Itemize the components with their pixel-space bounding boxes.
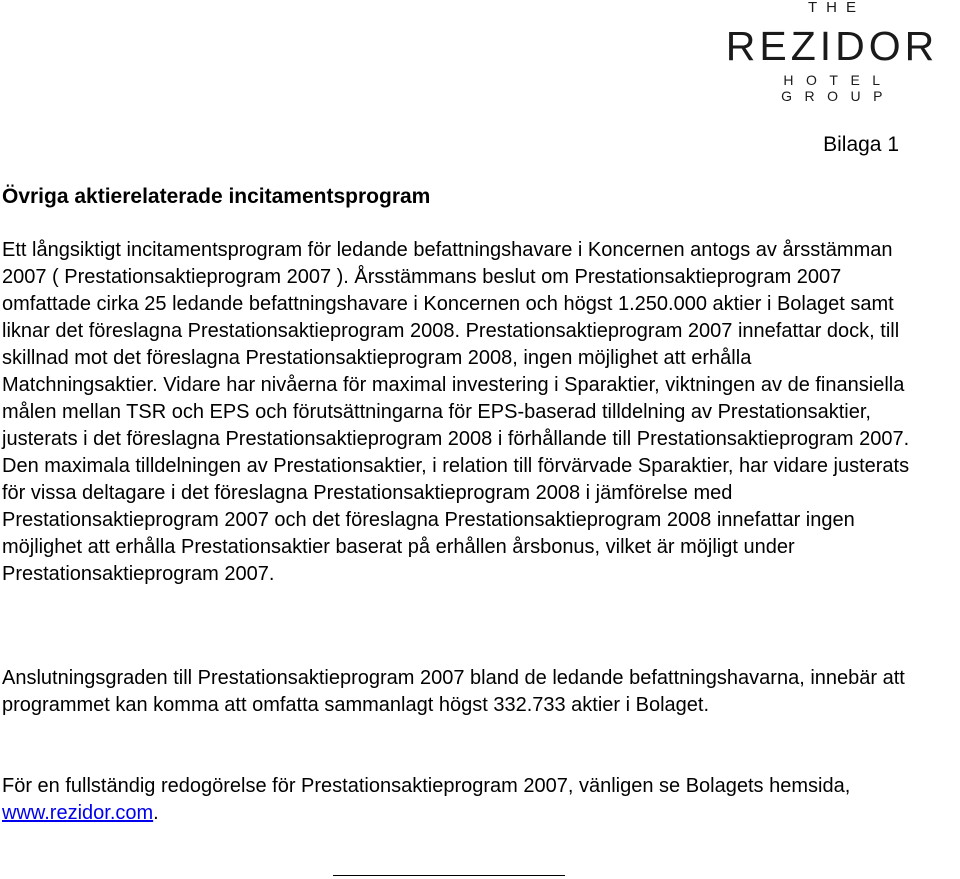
paragraph-program-description: Ett långsiktigt incitamentsprogram för ledande befattningshavare i Koncernen antogs av årsstämman 2007 ( Prestationsaktieprogram 2007 ). Årsstämmans beslut om Prestationsaktieprogram 2007 omfattade cirka 25 ledande befattningshavare i Koncernen och högst 1.250.000 aktier i Bolaget samt liknar det föreslagna Prestationsaktieprogram 2008. Prestationsaktieprogram 2007 innefattar dock, till skillnad mot det föreslagna Prestationsaktieprogram 2008, ingen möjlighet att erhålla Matchningsaktier. Vidare har nivåerna för maximal investering i Sparaktier, viktningen av de finansiella målen mellan TSR och EPS och förutsättningarna för EPS-baserad tilldelning av Prestationsaktier, justerats i det föreslagna Prestationsaktieprogram 2008 i förhållande till Prestationsaktieprogram 2007. Den maximala tilldelningen av Prestationsaktier, i relation till förvärvade Sparaktier, har vidare justerats för vissa deltagare i det föreslagna Prestationsaktieprogram 2008 i jämförelse med Prestationsaktieprogram 2007 och det föreslagna Prestationsaktieprogram 2008 innefattar ingen möjlighet att erhålla Prestationsaktier baserat på erhållen årsbonus, vilket är möjligt under Prestationsaktieprogram 2007.	[2, 239, 910, 585]
appendix-label: Bilaga 1	[823, 133, 899, 156]
website-reference-text: För en fullständig redogörelse för Prestationsaktieprogram 2007, vänligen se Bolagets hemsida,	[2, 775, 851, 797]
company-logo	[712, 0, 952, 104]
section-heading: Övriga aktierelaterade incitamentsprogram	[2, 185, 431, 208]
paragraph-participation: Anslutningsgraden till Prestationsaktieprogram 2007 bland de ledande befattningshavarna, innebär att programmet kan komma att omfatta sammanlagt högst 332.733 aktier i Bolaget.	[2, 667, 905, 716]
paragraph-website-reference	[2, 773, 912, 827]
logo-group-text: HOTEL GROUP	[781, 72, 895, 104]
logo-name-text: REZIDOR	[725, 23, 939, 69]
logo-the-text: THE	[808, 0, 865, 16]
footnote-divider	[333, 875, 565, 876]
website-reference-suffix: .	[153, 802, 159, 824]
website-link[interactable]: www.rezidor.com	[2, 802, 154, 824]
